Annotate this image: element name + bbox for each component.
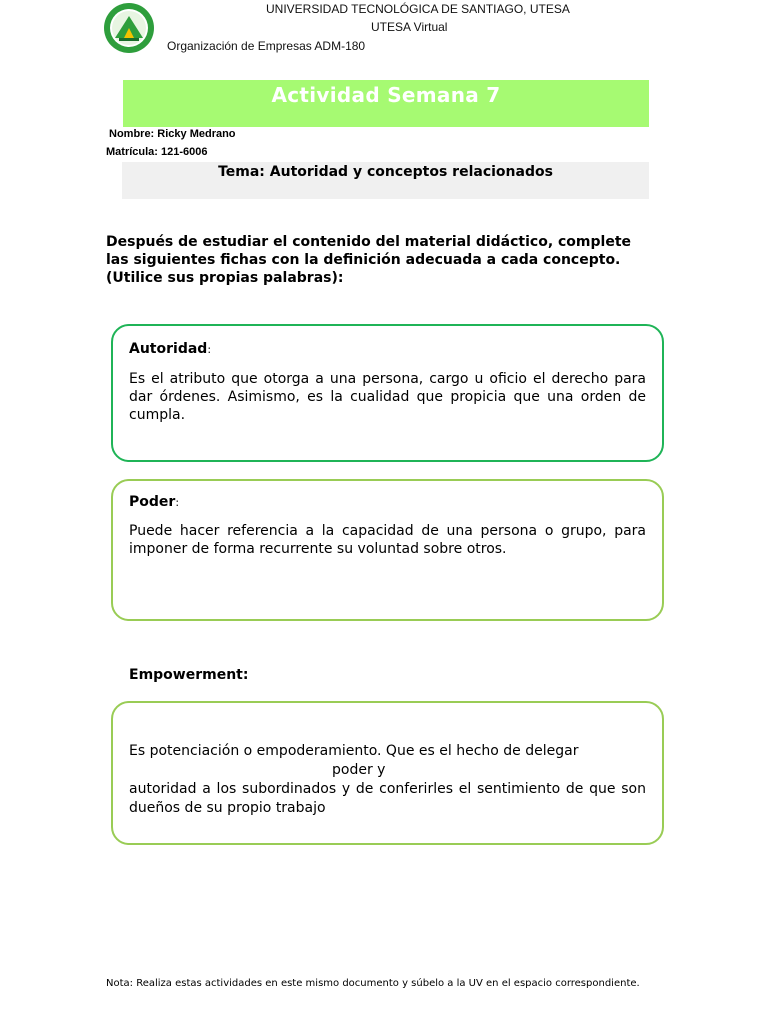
- autoridad-colon: :: [207, 343, 212, 356]
- poder-label: Poder: [129, 494, 176, 510]
- empowerment-label: Empowerment:: [129, 667, 249, 683]
- activity-title: Actividad Semana 7: [271, 83, 501, 107]
- card-definition-poder[interactable]: Puede hacer referencia a la capacidad de una persona o grupo, para imponer de forma recurrente su voluntad sobre otros.: [129, 523, 646, 557]
- autoridad-label: Autoridad: [129, 341, 208, 357]
- activity-banner: [123, 80, 649, 127]
- topic-box: [122, 162, 649, 199]
- topic-text: Tema: Autoridad y conceptos relacionados: [218, 164, 553, 180]
- student-id: Matrícula: 121-6006: [106, 146, 208, 158]
- card-definition-empowerment[interactable]: [129, 742, 646, 818]
- card-title-poder: [129, 494, 646, 510]
- poder-colon: :: [175, 496, 180, 509]
- empowerment-line-1: Es potenciación o empoderamiento. Que es el hecho de delegar: [129, 743, 579, 759]
- card-definition-autoridad[interactable]: Es el atributo que otorga a una persona, cargo u oficio el derecho para dar órdenes. Asimismo, es la cualidad que propicia que una orden de cumpla.: [129, 371, 646, 423]
- campus-name: UTESA Virtual: [371, 20, 448, 34]
- empowerment-line-2: poder y: [332, 762, 386, 778]
- instructions: Después de estudiar el contenido del material didáctico, complete las siguientes fichas con la definición adecuada a cada concepto. (Utilice sus propias palabras):: [106, 234, 632, 286]
- student-name: Nombre: Ricky Medrano: [109, 128, 236, 140]
- card-title-autoridad: [129, 341, 646, 357]
- empowerment-line-3: autoridad a los subordinados y de conferirles el sentimiento de que son dueños de su propio trabajo: [129, 781, 646, 816]
- card-empowerment: [111, 701, 664, 845]
- card-autoridad: [111, 324, 664, 462]
- utesa-logo: [101, 2, 157, 54]
- card-poder: [111, 479, 664, 621]
- course-name: Organización de Empresas ADM-180: [167, 39, 366, 53]
- footer-note: Nota: Realiza estas actividades en este mismo documento y súbelo a la UV en el espacio correspondiente.: [106, 978, 640, 989]
- university-name: UNIVERSIDAD TECNOLÓGICA DE SANTIAGO, UTESA: [266, 2, 570, 16]
